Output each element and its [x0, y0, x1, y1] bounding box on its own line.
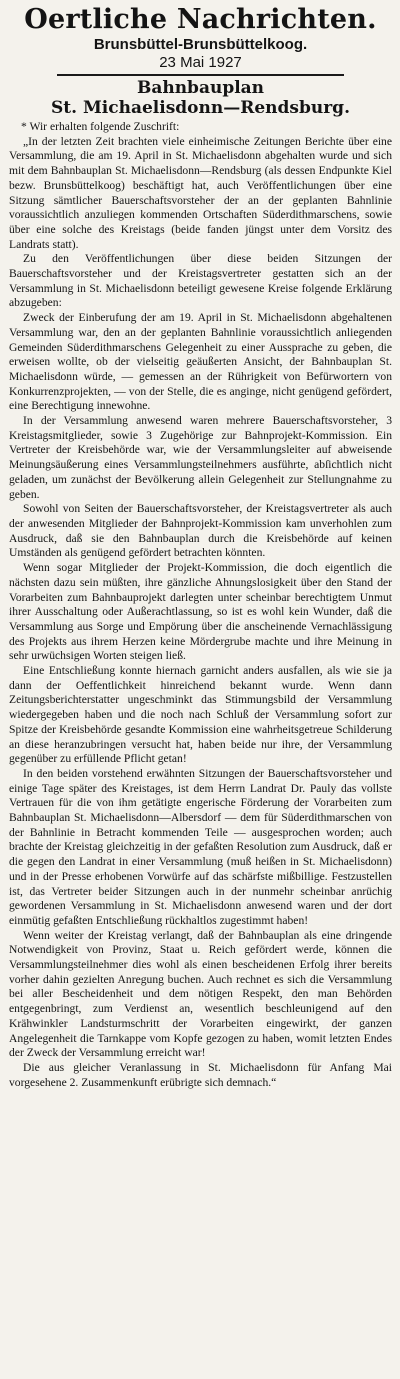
article-paragraph-2: Zu den Veröffentlichungen über diese beiden Sitzungen der Bauerschaftsvorsteher und der Kreistagsvertreter gestatten sich an der Versammlung in St. Michaelisdonn beteiligt gewesene Kreise folgende Erklärung abzugeben:	[9, 252, 392, 310]
article-paragraph-9: Wenn weiter der Kreistag verlangt, daß der Bahnbauplan als eine dringende Notwendigkeit von Provinz, Staat u. Reich gefördert werde, können die Versammlungsteilnehmer dies wohl als einen bescheidenen Erfolg ihrer bereits vorher dahin gezielten Anregung buchen. Auch rechnet es sich die Versammlung bei aller Bescheidenheit und dem nötigen Respekt, den man Behörden entgegenbringt, zum Verdienst an, wesentlich beschleunigend auf den Krähwinkler Landsturmschritt der Vorarbeiten eingewirkt, der ganzen Angelegenheit die Tarnkappe vom Kopfe gezogen zu haben, womit letzten Endes der Zweck der Versammlung erreicht war!	[9, 928, 392, 1060]
article-paragraph-1: „In der letzten Zeit brachten viele einheimische Zeitungen Berichte über eine Versammlung, die am 19. April in St. Michaelisdonn abgehalten wurde und sich mit dem Bahnbauplan St. Michaelisdonn—Rendsburg (als dessen Endpunkte Kiel bezw. Brunsbüttelkoog) beschäftigt hat, auch Veröffentlichungen über eine Sitzung sämtlicher Bauerschaftsvorsteher der an der geplanten Bahnlinie voraussichtlich anzuliegen kommenden Ortschaften Süderdithmarschens, sowie über eine solche des Kreistags (beide fanden jüngst unter dem Vorsitz des Landrats statt).	[9, 134, 392, 251]
article-paragraph-6: Wenn sogar Mitglieder der Projekt-Kommission, die doch eigentlich die nächsten dazu sein müßten, ihre gänzliche Ahnungslosigkeit über den Stand der Vorarbeiten zum Bahnbauprojekt darlegten unter scheinbar berechtigtem Unmut ihrer Ausschaltung oder Außerachtlassung, so ist es wohl kein Wunder, daß die Versammlung aus Sorge und Empörung über die anscheinende Vernachlässigung des Projekts aus ihrem Herzen keine Mördergrube machte und ihre Meinung in sehr urwüchsigen Worten steigen ließ.	[9, 561, 392, 663]
dateline: Brunsbüttel-Brunsbüttelkoog.	[93, 36, 308, 53]
headline-secondary: St. Michaelisdonn—Rendsburg.	[51, 98, 350, 118]
article-paragraph-10: Die aus gleicher Veranlassung in St. Michaelisdonn für Anfang Mai vorgesehene 2. Zusammenkunft erübrigte sich demnach.“	[9, 1061, 392, 1089]
article-body	[9, 120, 392, 1090]
article-paragraph-4: In der Versammlung anwesend waren mehrere Bauerschaftsvorsteher, 3 Kreistagsmitglieder, sowie 3 Zugehörige zur Bahnprojekt-Kommission. Ein Vertreter der Kreisbehörde war, wie der Versammlungsleiter auf abweisende Meinungsäußerung eines Versammlungsteilnehmers ausführte, abſichtlich nicht geladen, um zunächst der Bevölkerung allein Gelegenheit zur Stellungnahme zu geben.	[9, 414, 392, 501]
article-intro: * Wir erhalten folgende Zuschrift:	[21, 120, 180, 133]
headline-primary: Bahnbauplan	[136, 78, 265, 98]
article-paragraph-3: Zweck der Einberufung der am 19. April in St. Michaelisdonn abgehaltenen Versammlung war, den an der geplanten Bahnlinie voraussichtlich anliegenden Gemeinden Süderdithmarschens Gelegenheit zu einer Aussprache zu geben, die erweisen wollte, ob der vielseitig geäußerten Ansicht, der Bahnbauplan St. Michaelisdonn würde, — gemessen an der Rührigkeit von Befürwortern von Konkurrenzprojekten, — von der Stelle, die es anginge, nicht genügend gefördert, eine Berechtigung innewohne.	[9, 311, 392, 413]
divider-rule	[57, 74, 344, 76]
article-paragraph-5: Sowohl von Seiten der Bauerschaftsvorsteher, der Kreistagsvertreter als auch der anwesenden Mitglieder der Bahnprojekt-Kommission kam unverhohlen zum Ausdruck, daß sie den Bahnbauplan durch die Kreisbehörde auf keinen Umständen als genügend gefördert betrachten könnten.	[9, 502, 392, 560]
article-paragraph-8: In den beiden vorstehend erwähnten Sitzungen der Bauerschaftsvorsteher und einige Tage später des Kreistages, ist dem Herrn Landrat Dr. Pauly das vollste Vertrauen für die von ihm getätigte engerische Förderung der Vorarbeiten zum Bahnbauplan St. Michaelisdonn—Albersdorf — dem für Süderdithmarschen von der Bahnlinie in Betracht kommenden Teile — ausgesprochen worden; auch brachte der Kreistag gleichzeitig in der gefaßten Resolution zum Ausdruck, daß er die gegen den Landrat in einer Versammlung (muß heißen in St. Michaelisdonn) und in der Presse erhobenen Vorwürfe auf das schärfste mißbillige. Festzustellen ist, das Vertreter beider Sitzungen auch in der nunmehr scheinbar anrüchig gewordenen Versammlung in St. Michaelisdonn anwesend waren und der dort einmütig gefaßten Entschließung rückhaltlos zugestimmt haben!	[9, 766, 392, 927]
publication-date: 23 Mai 1927	[159, 54, 242, 71]
article-paragraph-7: Eine Entschließung konnte hiernach garnicht anders ausfallen, als wie sie ja dann der Oeffentlichkeit hinreichend bekannt wurde. Wenn dann Zeitungsberichterstatter ungeschminkt das Stimmungsbild der Versammlung wiedergegeben haben und die noch nach Schluß der Versammlung sofort zur Spitze der Kreisbehörde gesandte Kommission eine wahrheitsgetreue Schilderung an diese heranzubringen versucht hat, haben beide nur ihre, der Versammlung gegenüber zu erfüllende Pflicht getan!	[9, 664, 392, 766]
section-masthead: Oertliche Nachrichten.	[24, 4, 377, 35]
